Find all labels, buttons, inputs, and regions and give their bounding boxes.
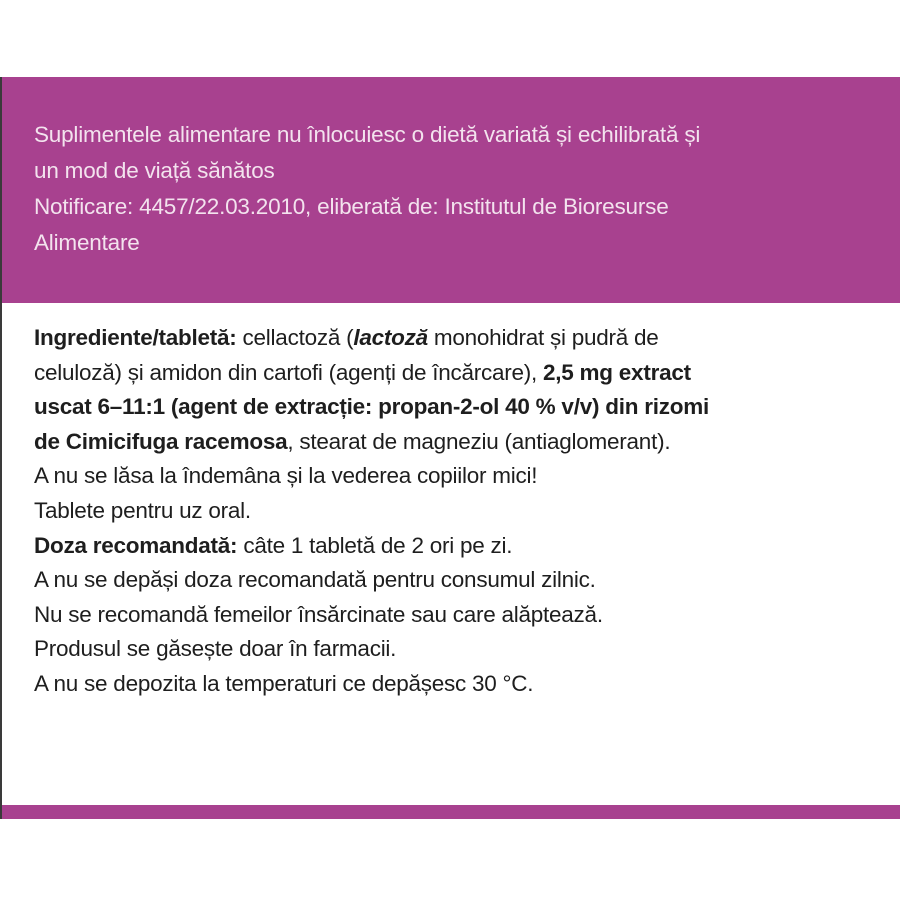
pharmacy-note: Produsul se găsește doar în farmacii.	[34, 636, 397, 662]
ingredients-line-4	[34, 425, 874, 460]
plant-name: de Cimicifuga racemosa	[34, 428, 288, 454]
ingredients-line-1	[34, 321, 874, 356]
notice-line-1: Suplimentele alimentare nu înlocuiesc o dietă variată și echilibrată și	[34, 122, 701, 147]
ingredients-line-2	[34, 356, 874, 391]
dose-label: Doza recomandată:	[34, 532, 238, 558]
pregnancy-note: Nu se recomandă femeilor însărcinate sau care alăptează.	[34, 601, 603, 627]
extract-amount: 2,5 mg extract	[543, 359, 691, 385]
notification-line-2: Alimentare	[34, 230, 140, 255]
storage-note: A nu se depozita la temperaturi ce depășesc 30 °C.	[34, 670, 534, 696]
ingredients-line-4-rest: , stearat de magneziu (antiaglomerant).	[287, 428, 671, 454]
ingredients-text-b: monohidrat și pudră de	[427, 325, 659, 350]
ingredients-line-3	[34, 390, 874, 425]
label-content	[34, 321, 874, 702]
children-warning: A nu se lăsa la îndemâna și la vederea copiilor mici!	[34, 463, 538, 489]
dose-line	[34, 529, 874, 564]
notice-line-2: un mod de viață sănătos	[34, 158, 275, 183]
ingredients-label: Ingrediente/tabletă:	[34, 325, 237, 350]
bottom-band	[2, 805, 900, 819]
extract-details: uscat 6–11:1 (agent de extracție: propan-2-ol 40 % v/v) din rizomi	[34, 394, 709, 420]
ingredients-line-2-text: celuloză) și amidon din cartofi (agenți de încărcare),	[34, 359, 544, 385]
dose-text: câte 1 tabletă de 2 ori pe zi.	[237, 532, 513, 558]
notice-band	[2, 77, 900, 303]
supplement-notice	[34, 117, 874, 261]
allergen-lactose: lactoză	[353, 325, 428, 350]
label-panel	[0, 77, 900, 819]
ingredients-text-a: cellactoză (	[236, 325, 354, 350]
notification-line-1: Notificare: 4457/22.03.2010, eliberată de: Institutul de Bioresurse	[34, 194, 669, 219]
dose-limit-note: A nu se depăși doza recomandată pentru consumul zilnic.	[34, 567, 596, 593]
oral-use-note: Tablete pentru uz oral.	[34, 497, 251, 523]
